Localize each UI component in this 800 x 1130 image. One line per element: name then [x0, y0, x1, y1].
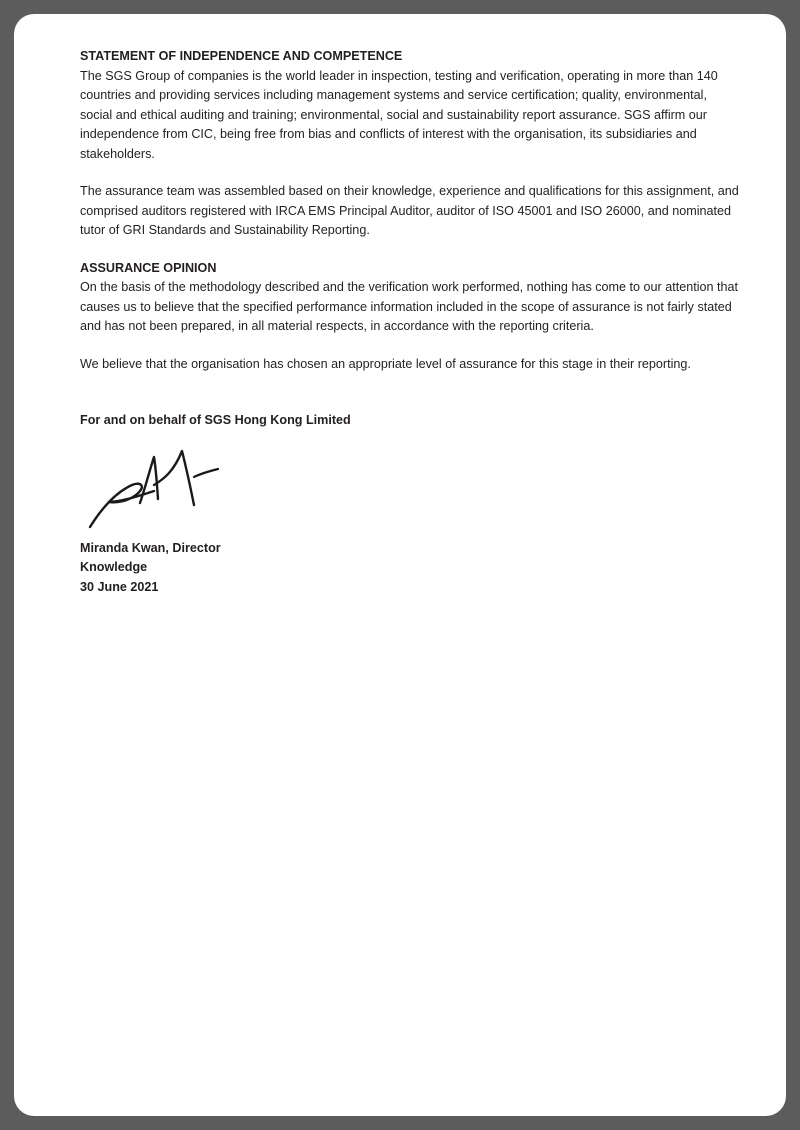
- document-page: [14, 14, 786, 1116]
- document-content: [80, 47, 740, 597]
- paragraph-gap: [80, 241, 740, 259]
- paragraph-gap: [80, 164, 740, 182]
- opinion-heading: ASSURANCE OPINION: [80, 260, 217, 275]
- signature-date: 30 June 2021: [80, 579, 159, 594]
- section-gap: [80, 374, 740, 411]
- statement-paragraph-2: The assurance team was assembled based on their knowledge, experience and qualifications for this assignment, and comprised auditors registered with IRCA EMS Principal Auditor, auditor of ISO 45001 and ISO 26000, and nominated tutor of GRI Standards and Sustainability Reporting.: [80, 184, 739, 237]
- signatory-department: Knowledge: [80, 560, 148, 574]
- statement-paragraph-1: The SGS Group of companies is the world leader in inspection, testing and verification, operating in more than 140 countries and providing services including management systems and service certification; quality, environmental, social and ethical auditing and training; environmental, social and sustainability report assurance. SGS affirm our independence from CIC, being free from bias and conflicts of interest with the organisation, its subsidiaries and stakeholders.: [80, 68, 718, 161]
- signature-image: [84, 445, 224, 531]
- signatory-name-title: Miranda Kwan, Director: [80, 540, 221, 555]
- opinion-paragraph-1: On the basis of the methodology described and the verification work performed, nothing has come to our attention that causes us to believe that the specified performance information included in the scope of assurance is not fairly stated and has not been prepared, in all material respects, in accordance with the reporting criteria.: [80, 280, 739, 333]
- signatory-block: [80, 539, 740, 598]
- paragraph-gap: [80, 337, 740, 355]
- opinion-paragraph-2: We believe that the organisation has chosen an appropriate level of assurance for this stage in their reporting.: [80, 356, 691, 371]
- statement-heading: STATEMENT OF INDEPENDENCE AND COMPETENCE: [80, 49, 403, 63]
- behalf-line: For and on behalf of SGS Hong Kong Limited: [80, 413, 351, 427]
